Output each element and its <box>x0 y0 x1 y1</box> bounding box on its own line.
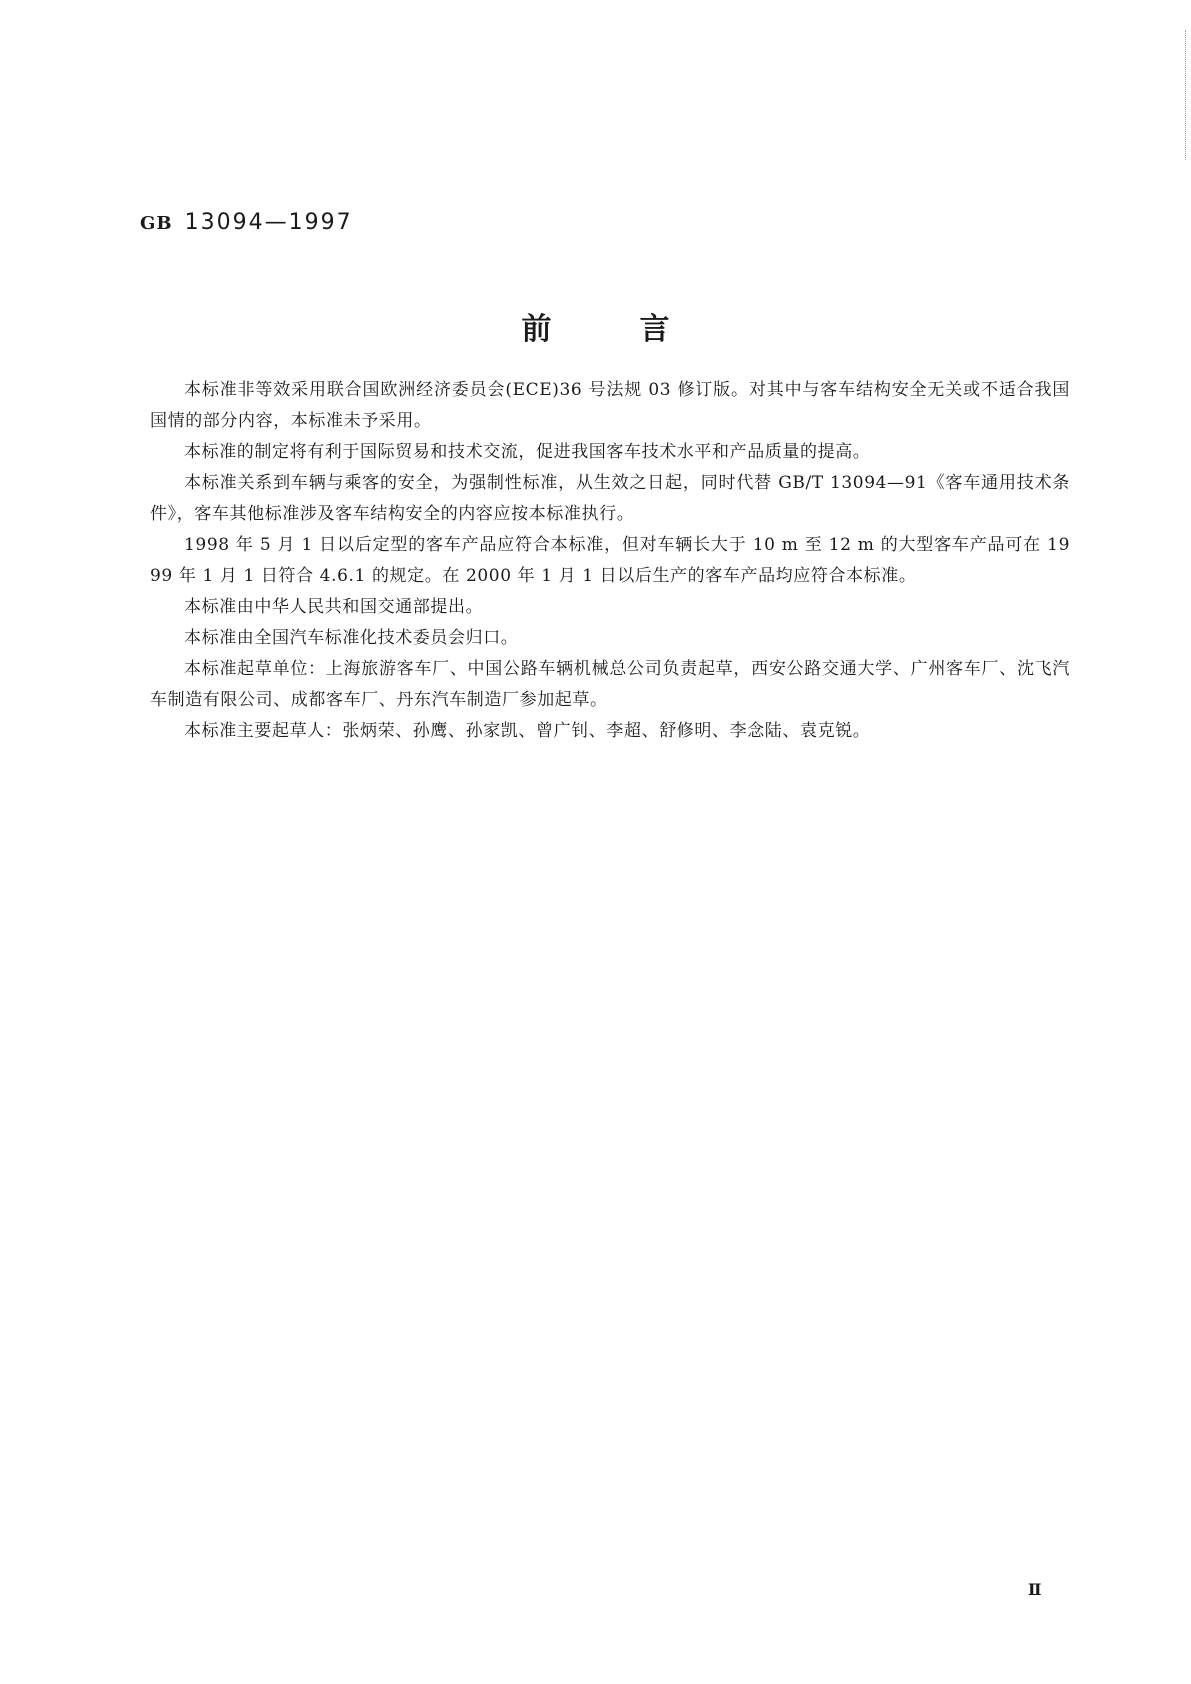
paragraph: 本标准非等效采用联合国欧洲经济委员会(ECE)36 号法规 03 修订版。对其中与客车结构安全无关或不适合我国国情的部分内容，本标准未予采用。 <box>150 380 1070 431</box>
standard-prefix: GB <box>140 213 173 234</box>
paragraph: 本标准的制定将有利于国际贸易和技术交流，促进我国客车技术水平和产品质量的提高。 <box>184 442 871 462</box>
foreword-body <box>150 375 1070 747</box>
scan-edge-marks <box>1185 30 1187 160</box>
paragraph: 本标准起草单位：上海旅游客车厂、中国公路车辆机械总公司负责起草，西安公路交通大学、广州客车厂、沈飞汽车制造有限公司、成都客车厂、丹东汽车制造厂参加起草。 <box>150 659 1070 710</box>
standard-code <box>140 210 353 235</box>
paragraph: 1998 年 5 月 1 日以后定型的客车产品应符合本标准，但对车辆长大于 10 m 至 12 m 的大型客车产品可在 1999 年 1 月 1 日符合 4.6.1 的规定。在 2000 年 1 月 1 日以后生产的客车产品均应符合本标准。 <box>150 535 1070 586</box>
paragraph: 本标准由中华人民共和国交通部提出。 <box>184 597 484 617</box>
section-title: 前言 <box>521 312 758 347</box>
paragraph: 本标准由全国汽车标准化技术委员会归口。 <box>184 628 519 648</box>
standard-number: 13094—1997 <box>184 210 353 235</box>
paragraph: 本标准关系到车辆与乘客的安全，为强制性标准，从生效之日起，同时代替 GB/T 13094—91《客车通用技术条件》，客车其他标准涉及客车结构安全的内容应按本标准执行。 <box>150 473 1070 524</box>
page-number: Ⅱ <box>1028 1580 1042 1599</box>
paragraph: 本标准主要起草人：张炳荣、孙鹰、孙家凯、曾广钊、李超、舒修明、李念陆、袁克锐。 <box>184 721 871 741</box>
